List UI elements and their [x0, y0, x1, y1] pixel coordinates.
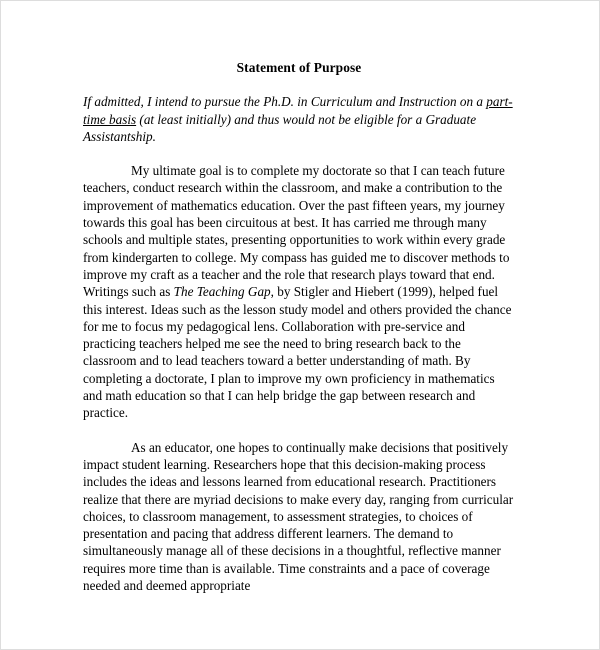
document-body: [83, 59, 515, 594]
paragraph-1-segment-3: , by Stigler and Hiebert (1999), helped fuel this interest. Ideas such as the lesson study model and others provided the chance for me to focus my pedagogical lens. Collaboration with pre-service and practicing teachers helped me see the need to bring research back to the classroom and to lead teachers toward a better understanding of math. By completing a doctorate, I plan to improve my own proficiency in mathematics and math education so that I can help bridge the gap between research and practice.: [83, 284, 512, 421]
paragraph-2-segment-1: As an educator, one hopes to continually make decisions that positively impact student learning. Researchers hope that this decision-making process includes the ideas and lessons learned from educational research. Practitioners realize that there are myriad decisions to make every day, ranging from curricular choices, to classroom management, to assessment strategies, to choices of presentation and pacing that address different learners. The demand to simultaneously manage all of these decisions in a thoughtful, reflective manner requires more time than is available. Time constraints and a pace of coverage needed and deemed appropriate: [83, 439, 514, 594]
paragraph-1-book-title: The Teaching Gap: [173, 284, 271, 300]
body-paragraph-1: [83, 162, 515, 421]
intro-text-before-underline: If admitted, I intend to pursue the Ph.D. in Curriculum and Instruction on a: [83, 94, 487, 110]
body-paragraph-2: [83, 439, 515, 595]
paragraph-1-segment-1: My ultimate goal is to complete my doctorate so that I can teach future teachers, conduct research within the classroom, and make a contribution to the improvement of mathematics education. Over the past fifteen years, my journey towards this goal has been circuitous at best. It has carried me through many schools and multiple states, presenting opportunities to work within every grade from kindergarten to college. My compass has guided me to discover methods to improve my craft as a teacher and the role that research plays toward that end. Writings such as: [83, 163, 510, 300]
intro-paragraph: [83, 93, 515, 145]
page-title: Statement of Purpose: [236, 60, 362, 75]
intro-underlined-phrase: part-time basis: [83, 94, 513, 127]
intro-text-after-underline: (at least initially) and thus would not be eligible for a Graduate Assistantship.: [83, 111, 477, 144]
